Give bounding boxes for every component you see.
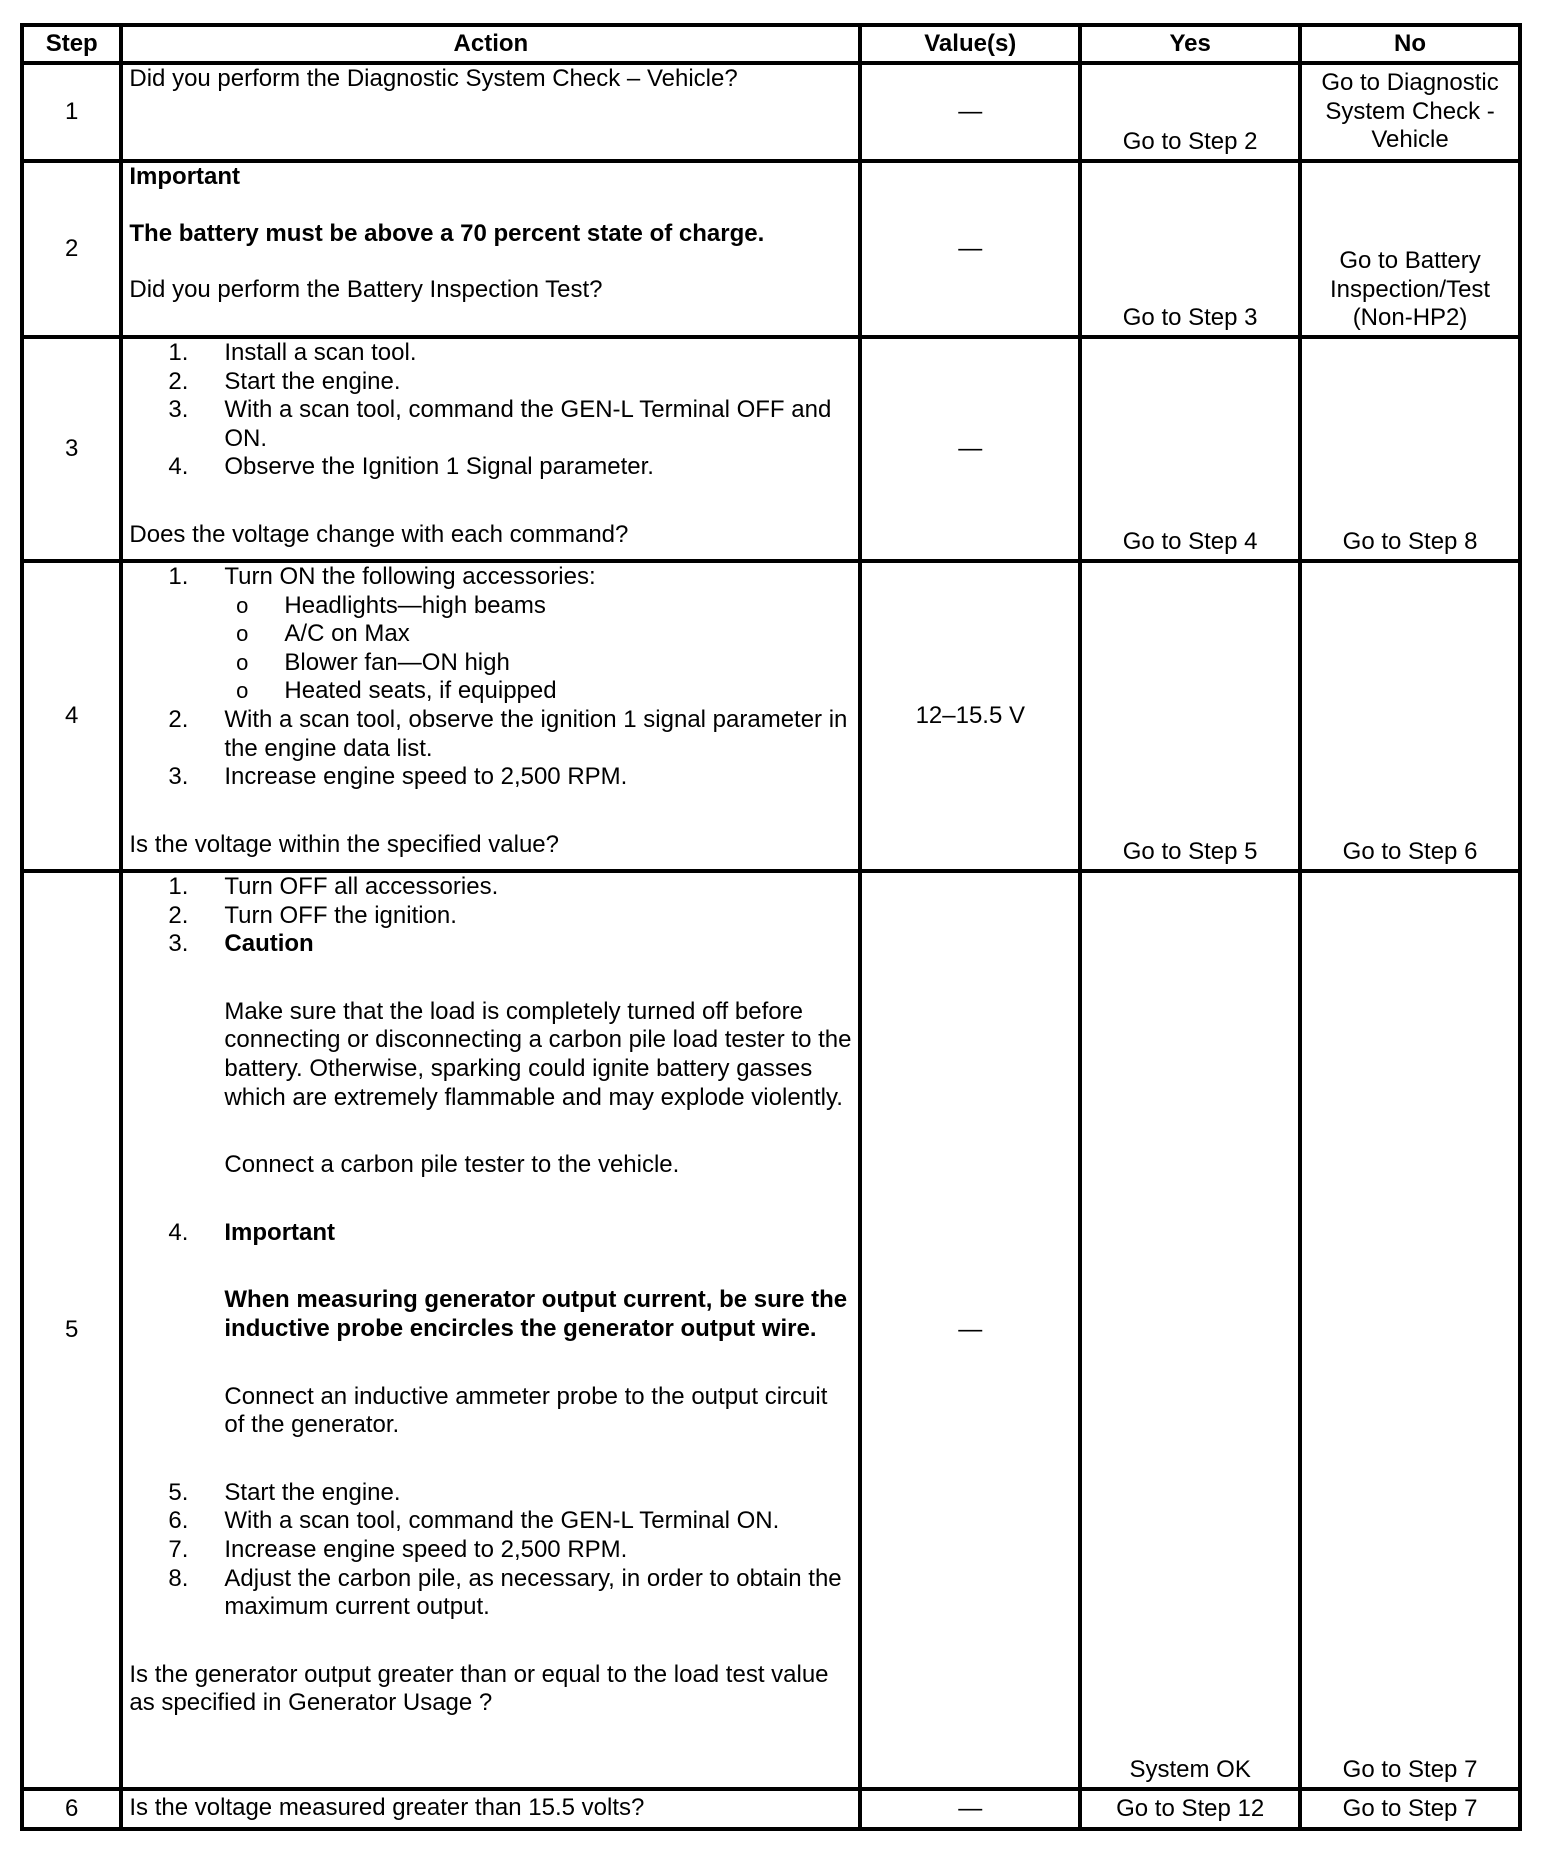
value-cell: —: [860, 63, 1080, 161]
important-action: Connect an inductive ammeter probe to the output circuit of the generator.: [224, 1382, 828, 1439]
action-question: Did you perform the Diagnostic System Check – Vehicle?: [129, 65, 738, 92]
list-item: 6. With a scan tool, command the GEN-L Terminal ON.: [168, 1507, 780, 1535]
important-heading: Important: [129, 163, 241, 190]
list-item: 3. Caution Make sure that the load is completely turned off before connecting or disconnecting a carbon pile load tester to the battery. Otherwise, sparking could ignite battery gasses which are extremely flammable and may explode violently. Connect a carbon pile tester to the vehicle.: [168, 930, 852, 1179]
step-number: 1: [22, 63, 121, 161]
table-row: [22, 63, 1520, 161]
important-text: When measuring generator output current, be sure the inductive probe encircles the generator output wire.: [224, 1286, 848, 1342]
yes-cell: Go to Step 12: [1080, 1789, 1300, 1829]
yes-cell: Go to Step 5: [1080, 561, 1300, 871]
list-item: 2. With a scan tool, observe the ignition 1 signal parameter in the engine data list.: [168, 705, 848, 762]
accessory-list: [188, 592, 852, 706]
caution-action: Connect a carbon pile tester to the vehicle.: [224, 1151, 680, 1179]
important-heading: Important: [224, 1218, 336, 1246]
value-cell: 12–15.5 V: [860, 561, 1080, 871]
no-cell: Go to Step 7: [1300, 871, 1520, 1789]
table-row: [22, 871, 1520, 1789]
action-cell: [121, 161, 860, 337]
value-cell: —: [860, 1789, 1080, 1829]
no-line: Go to Diagnostic: [1321, 69, 1499, 97]
step-number: 6: [22, 1789, 121, 1829]
table-row: [22, 337, 1520, 561]
action-cell: [121, 63, 860, 161]
table-row: [22, 161, 1520, 337]
list-item: 5. Start the engine.: [168, 1478, 401, 1506]
step-number: 5: [22, 871, 121, 1789]
value-cell: —: [860, 161, 1080, 337]
list-item: o Heated seats, if equipped: [236, 677, 557, 705]
no-cell: Go to Step 7: [1300, 1789, 1520, 1829]
action-steps: [129, 339, 852, 482]
caution-text: Make sure that the load is completely turned off before connecting or disconnecting a carbon pile load tester to the battery. Otherwise, sparking could ignite battery gasses which are extremely flammable and may explode violently.: [224, 997, 852, 1111]
action-question: Is the voltage within the specified value?: [129, 830, 559, 858]
action-cell: [121, 337, 860, 561]
no-cell: [1300, 63, 1520, 161]
table-header-row: [22, 25, 1520, 63]
yes-cell: Go to Step 4: [1080, 337, 1300, 561]
step-number: 4: [22, 561, 121, 871]
table-row: [22, 1789, 1520, 1829]
header-no: No: [1300, 25, 1520, 63]
action-question: Is the generator output greater than or equal to the load test value as specified in Generator Usage ?: [129, 1660, 829, 1717]
list-item: 4. Important When measuring generator output current, be sure the inductive probe encircles the generator output wire. Connect an inductive ammeter probe to the output circuit of the generator.: [129, 1219, 852, 1479]
list-item: 1. Turn ON the following accessories:: [168, 563, 596, 590]
list-item: 7. Increase engine speed to 2,500 RPM.: [168, 1535, 628, 1563]
action-steps: [129, 873, 852, 1622]
step-number: 3: [22, 337, 121, 561]
list-item: 2. Turn OFF the ignition.: [168, 901, 457, 929]
no-line: Vehicle: [1371, 126, 1449, 154]
list-item: o Blower fan—ON high: [236, 648, 510, 676]
action-steps: [129, 706, 852, 792]
header-action: Action: [121, 25, 860, 63]
header-step: Step: [22, 25, 121, 63]
header-value: Value(s): [860, 25, 1080, 63]
no-line: Go to Battery: [1339, 247, 1481, 275]
list-item: 3. With a scan tool, command the GEN-L Terminal OFF and ON.: [168, 396, 832, 452]
action-question: Is the voltage measured greater than 15.5 volts?: [129, 1793, 645, 1821]
action-question: Did you perform the Battery Inspection Test?: [129, 276, 603, 304]
yes-cell: Go to Step 2: [1080, 63, 1300, 161]
no-line: Inspection/Test: [1330, 275, 1491, 303]
no-line: System Check -: [1325, 97, 1495, 125]
action-cell: [121, 1789, 860, 1829]
important-text: The battery must be above a 70 percent state of charge.: [129, 219, 765, 247]
no-line: (Non-HP2): [1352, 304, 1468, 332]
table-row: [22, 561, 1520, 871]
list-item: o Headlights—high beams: [236, 591, 546, 619]
list-item: 3. Increase engine speed to 2,500 RPM.: [168, 763, 628, 791]
yes-cell: Go to Step 3: [1080, 161, 1300, 337]
caution-heading: Caution: [224, 930, 314, 958]
list-item: o A/C on Max: [236, 620, 410, 648]
value-cell: —: [860, 871, 1080, 1789]
no-cell: Go to Step 6: [1300, 561, 1520, 871]
header-yes: Yes: [1080, 25, 1300, 63]
value-cell: —: [860, 337, 1080, 561]
list-item: 4. Observe the Ignition 1 Signal parameter.: [168, 453, 654, 481]
no-cell: [1300, 161, 1520, 337]
yes-cell: System OK: [1080, 871, 1300, 1789]
list-item: 1. Turn OFF all accessories.: [168, 873, 499, 900]
diagnostic-table: [20, 23, 1522, 1831]
action-steps: [129, 563, 852, 592]
action-cell: [121, 871, 860, 1789]
action-cell: [121, 561, 860, 871]
action-question: Does the voltage change with each command?: [129, 520, 629, 548]
list-item: 8. Adjust the carbon pile, as necessary, in order to obtain the maximum current output.: [168, 1564, 842, 1621]
list-item: 2. Start the engine.: [168, 367, 401, 395]
list-item: 1. Install a scan tool.: [168, 339, 417, 366]
step-number: 2: [22, 161, 121, 337]
no-cell: Go to Step 8: [1300, 337, 1520, 561]
